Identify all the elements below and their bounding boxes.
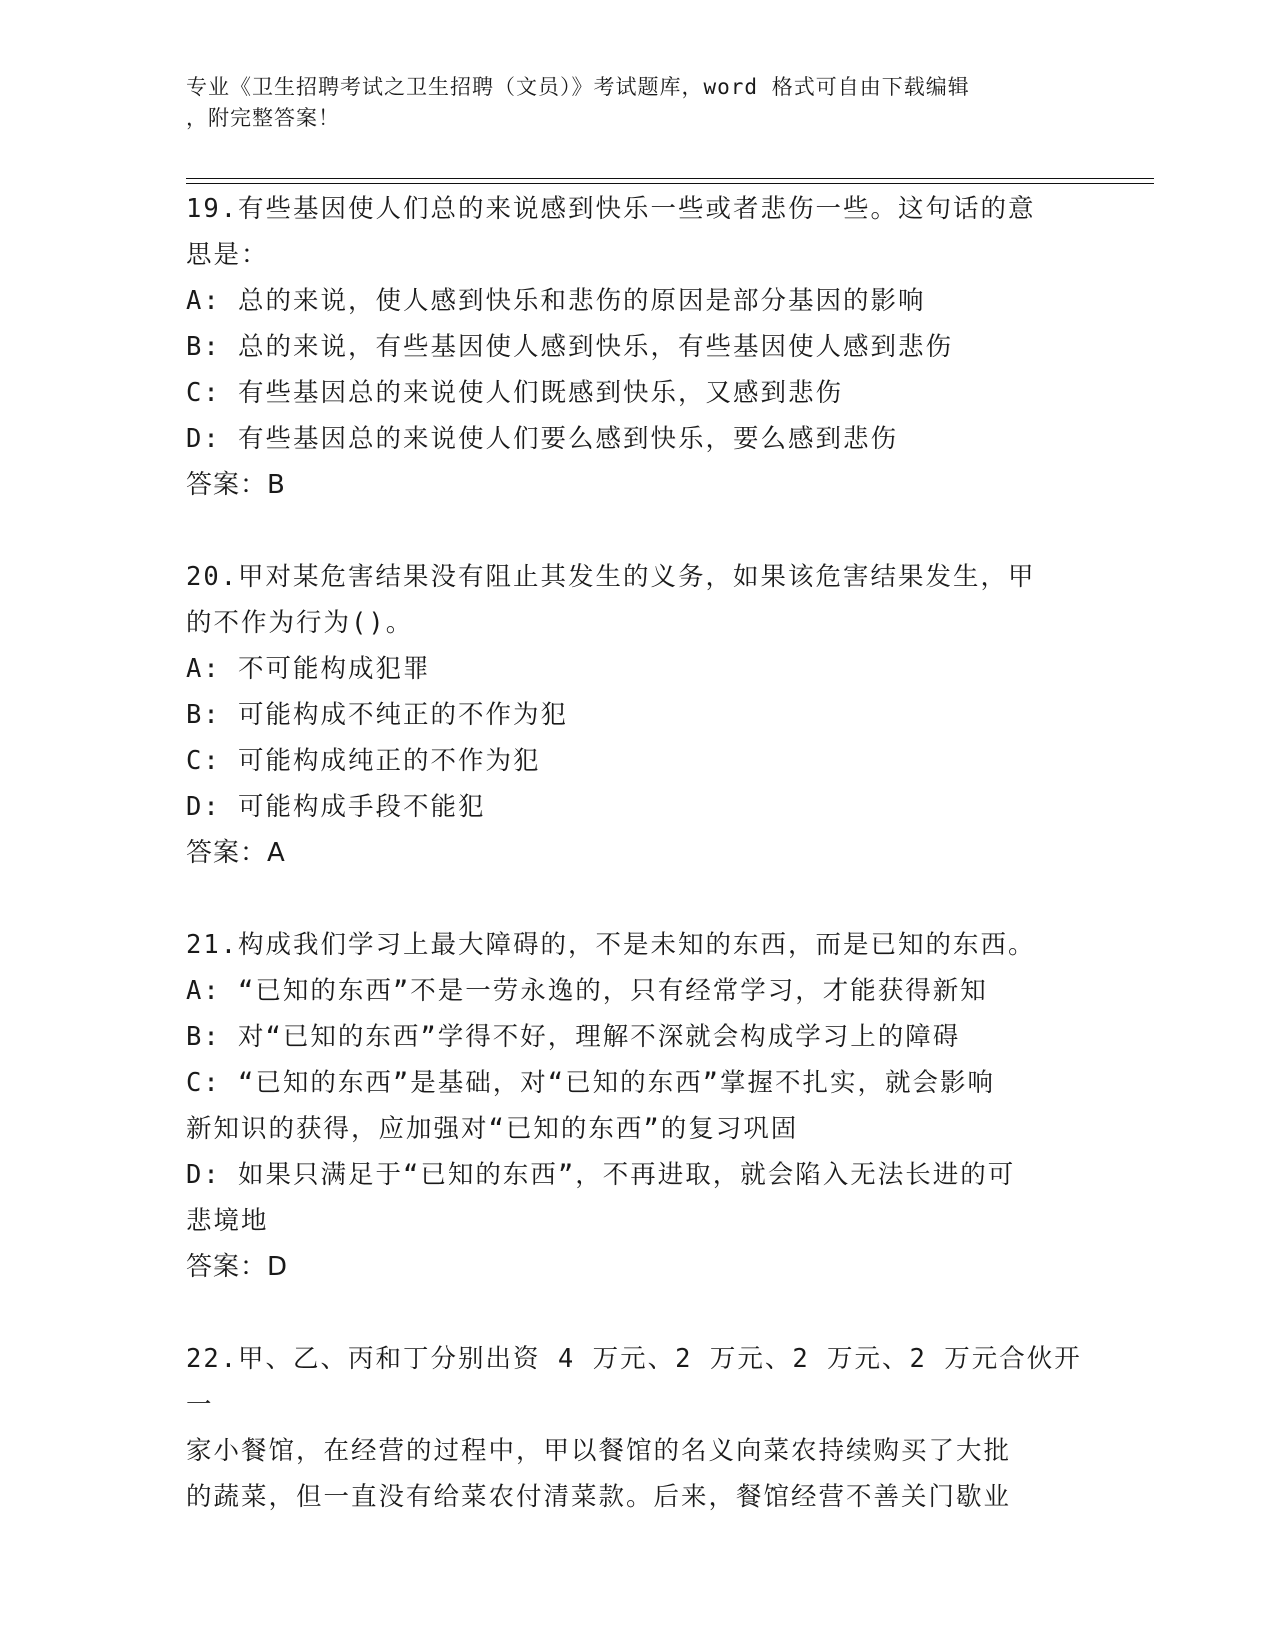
question-stem-line: 22.甲、乙、丙和丁分别出资 4 万元、2 万元、2 万元、2 万元合伙开一	[186, 1344, 1082, 1420]
header-line: 专业《卫生招聘考试之卫生招聘（文员）》考试题库，word 格式可自由下载编辑	[186, 75, 970, 99]
header-divider	[186, 183, 1154, 184]
question-21	[186, 922, 1086, 1290]
option-d: D: 有些基因总的来说使人们要么感到快乐，要么感到悲伤	[186, 424, 899, 454]
option-a: A: 不可能构成犯罪	[186, 654, 431, 684]
answer-label: 答案：A	[186, 838, 286, 868]
option-a: A: 总的来说，使人感到快乐和悲伤的原因是部分基因的影响	[186, 286, 926, 316]
option-c-continued: 新知识的获得，应加强对“已知的东西”的复习巩固	[186, 1114, 799, 1144]
document-header	[186, 72, 1066, 134]
option-a: A: “已知的东西”不是一劳永逸的，只有经常学习，才能获得新知	[186, 976, 988, 1006]
answer-label: 答案：B	[186, 470, 286, 500]
option-d: D: 如果只满足于“已知的东西”，不再进取，就会陷入无法长进的可	[186, 1160, 1016, 1190]
option-c: C: 可能构成纯正的不作为犯	[186, 746, 541, 776]
option-b: B: 总的来说，有些基因使人感到快乐，有些基因使人感到悲伤	[186, 332, 954, 362]
header-divider	[186, 178, 1154, 179]
question-stem-line: 19.有些基因使人们总的来说感到快乐一些或者悲伤一些。这句话的意	[186, 194, 1036, 224]
question-stem-line: 的蔬菜，但一直没有给菜农付清菜款。后来，餐馆经营不善关门歇业	[186, 1482, 1012, 1512]
option-c: C: “已知的东西”是基础，对“已知的东西”掌握不扎实，就会影响	[186, 1068, 995, 1098]
question-stem-line: 家小餐馆，在经营的过程中，甲以餐馆的名义向菜农持续购买了大批	[186, 1436, 1012, 1466]
option-b: B: 对“已知的东西”学得不好，理解不深就会构成学习上的障碍	[186, 1022, 961, 1052]
option-b: B: 可能构成不纯正的不作为犯	[186, 700, 569, 730]
question-stem-line: 的不作为行为()。	[186, 608, 414, 638]
option-d: D: 可能构成手段不能犯	[186, 792, 486, 822]
option-c: C: 有些基因总的来说使人们既感到快乐，又感到悲伤	[186, 378, 844, 408]
question-stem-line: 20.甲对某危害结果没有阻止其发生的义务，如果该危害结果发生，甲	[186, 562, 1036, 592]
option-d-continued: 悲境地	[186, 1206, 269, 1236]
question-20	[186, 554, 1086, 876]
question-stem-line: 21.构成我们学习上最大障碍的，不是未知的东西，而是已知的东西。	[186, 930, 1036, 960]
question-stem-line: 思是：	[186, 240, 269, 270]
header-line: ，附完整答案！	[186, 106, 340, 130]
question-22	[186, 1336, 1086, 1520]
question-19	[186, 186, 1086, 508]
answer-label: 答案：D	[186, 1252, 289, 1282]
question-list	[186, 186, 1086, 1520]
